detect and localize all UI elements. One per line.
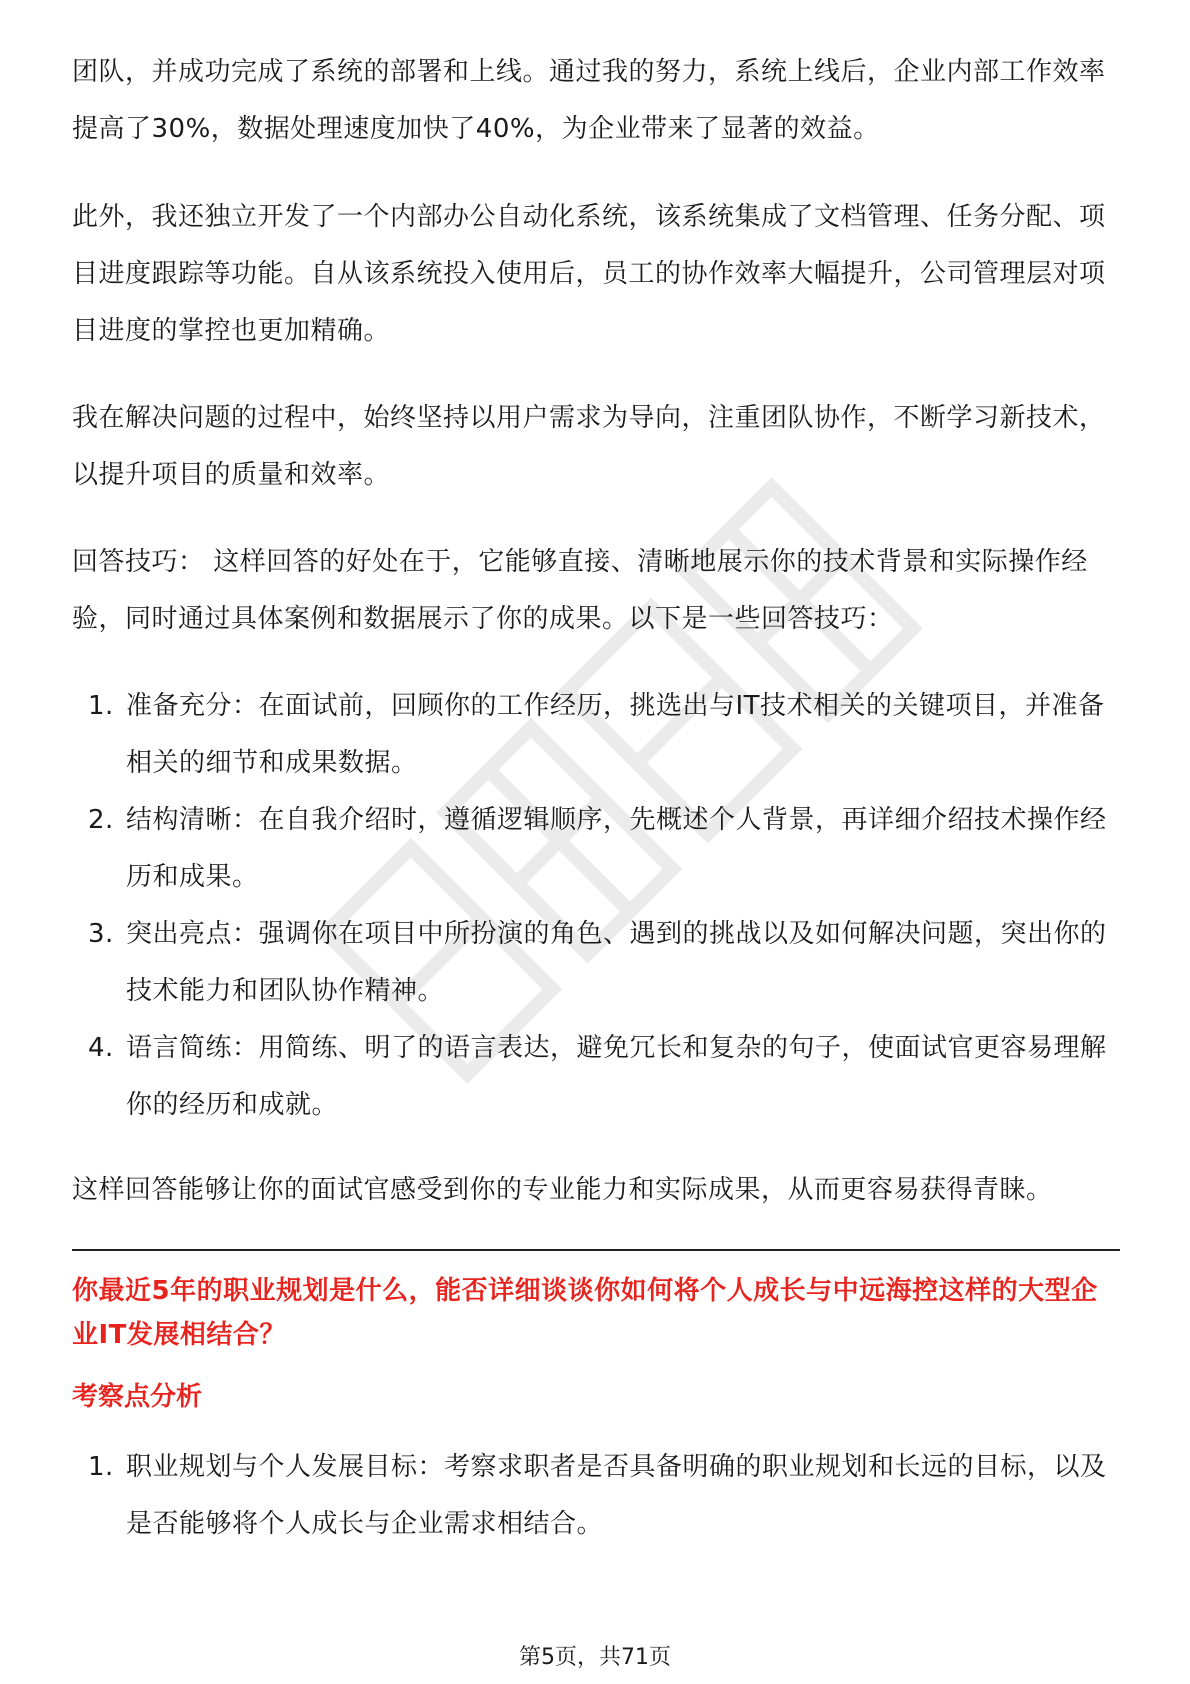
list-item <box>72 678 1120 792</box>
list-number: 1. <box>88 691 114 721</box>
list-text: 结构清晰：在自我介绍时，遵循逻辑顺序，先概述个人背景，再详细介绍技术操作经历和成果。 <box>126 805 1107 892</box>
list-item <box>72 1439 1120 1553</box>
page-footer: 第5页，共71页 <box>519 1645 671 1670</box>
list-number: 4. <box>88 1033 114 1063</box>
section-divider <box>72 1249 1120 1251</box>
list-text: 职业规划与个人发展目标：考察求职者是否具备明确的职业规划和长远的目标，以及是否能够将个人成长与企业需求相结合。 <box>126 1452 1107 1539</box>
analysis-heading: 考察点分析 <box>72 1382 203 1412</box>
paragraph-1: 团队，并成功完成了系统的部署和上线。通过我的努力，系统上线后，企业内部工作效率提高了30%，数据处理速度加快了40%，为企业带来了显著的效益。 <box>72 57 1106 144</box>
list-number: 2. <box>88 805 114 835</box>
list-text: 语言简练：用简练、明了的语言表达，避免冗长和复杂的句子，使面试官更容易理解你的经历和成就。 <box>126 1033 1107 1120</box>
list-number: 3. <box>88 919 114 949</box>
closing-paragraph: 这样回答能够让你的面试官感受到你的专业能力和实际成果，从而更容易获得青睐。 <box>72 1175 1053 1205</box>
main-content <box>72 44 1120 1581</box>
list-item <box>72 1020 1120 1134</box>
paragraph-2: 此外，我还独立开发了一个内部办公自动化系统，该系统集成了文档管理、任务分配、项目进度跟踪等功能。自从该系统投入使用后，员工的协作效率大幅提升，公司管理层对项目进度的掌控也更加精确。 <box>72 202 1106 346</box>
list-number: 1. <box>88 1452 114 1482</box>
paragraph-3: 我在解决问题的过程中，始终坚持以用户需求为导向，注重团队协作，不断学习新技术，以提升项目的质量和效率。 <box>72 403 1106 490</box>
tips-list <box>72 678 1120 1134</box>
list-item <box>72 906 1120 1020</box>
list-text: 准备充分：在面试前，回顾你的工作经历，挑选出与IT技术相关的关键项目，并准备相关的细节和成果数据。 <box>126 691 1105 778</box>
answer-tips-intro: 回答技巧： 这样回答的好处在于，它能够直接、清晰地展示你的技术背景和实际操作经验，同时通过具体案例和数据展示了你的成果。以下是一些回答技巧： <box>72 547 1088 634</box>
list-text: 突出亮点：强调你在项目中所扮演的角色、遇到的挑战以及如何解决问题，突出你的技术能力和团队协作精神。 <box>126 919 1107 1006</box>
analysis-list <box>72 1439 1120 1553</box>
list-item <box>72 792 1120 906</box>
interview-question: 你最近5年的职业规划是什么，能否详细谈谈你如何将个人成长与中远海控这样的大型企业IT发展相结合？ <box>72 1276 1098 1350</box>
